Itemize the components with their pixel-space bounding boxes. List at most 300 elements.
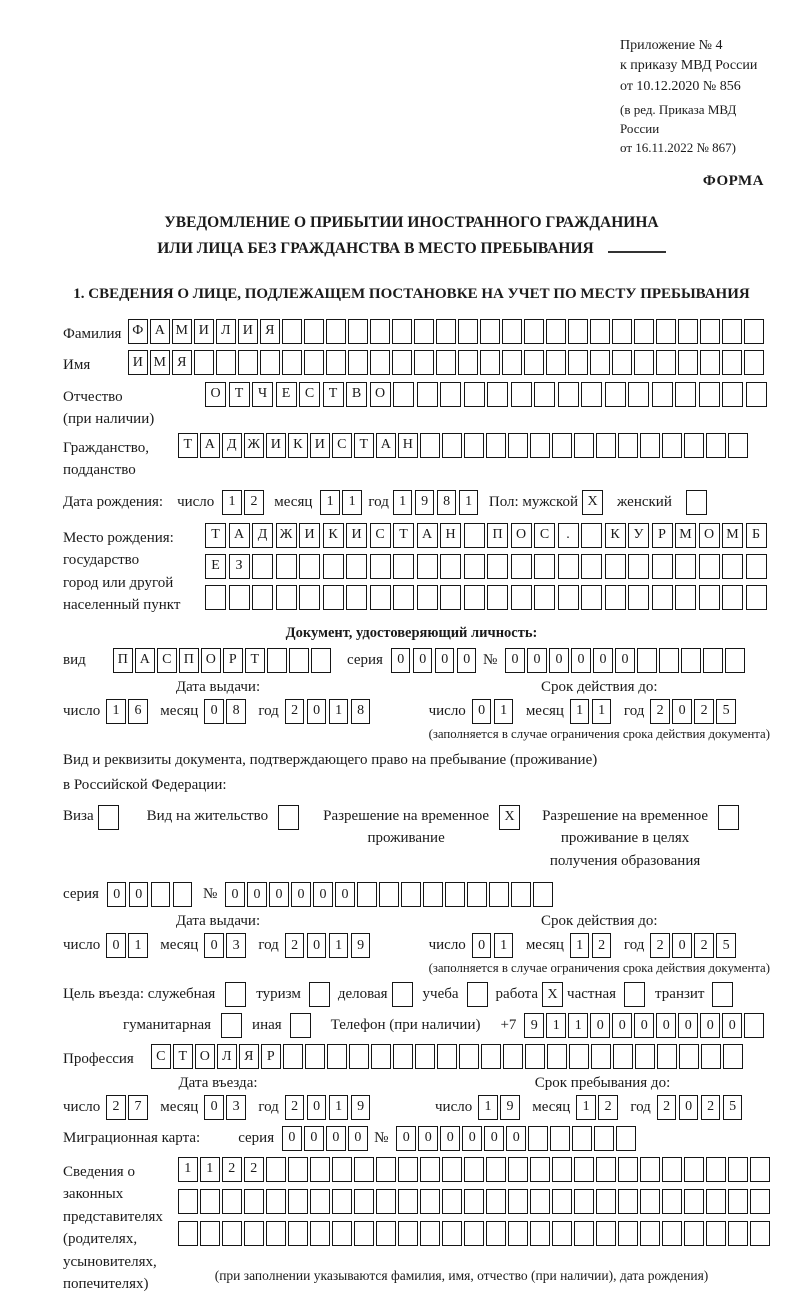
form-cell[interactable] <box>326 350 346 375</box>
form-cell[interactable] <box>459 1044 479 1069</box>
form-cell[interactable]: 0 <box>326 1126 346 1151</box>
form-cell[interactable] <box>744 350 764 375</box>
form-cell[interactable] <box>252 585 273 610</box>
form-cell[interactable] <box>596 1221 616 1246</box>
form-cell[interactable] <box>244 1221 264 1246</box>
form-cell[interactable] <box>379 882 399 907</box>
form-cell[interactable]: 9 <box>524 1013 544 1038</box>
form-cell[interactable] <box>706 1189 726 1214</box>
form-cell[interactable] <box>675 585 696 610</box>
visa-checkbox[interactable] <box>98 805 119 830</box>
form-cell[interactable] <box>299 585 320 610</box>
form-cell[interactable]: Т <box>229 382 250 407</box>
form-cell[interactable] <box>357 882 377 907</box>
form-cell[interactable]: Ж <box>244 433 264 458</box>
form-cell[interactable] <box>393 1044 413 1069</box>
form-cell[interactable]: 0 <box>679 1095 699 1120</box>
form-cell[interactable] <box>618 1189 638 1214</box>
form-cell[interactable]: Т <box>323 382 344 407</box>
form-cell[interactable] <box>628 382 649 407</box>
form-cell[interactable] <box>699 554 720 579</box>
form-cell[interactable] <box>746 382 767 407</box>
form-cell[interactable] <box>511 882 531 907</box>
form-cell[interactable]: С <box>157 648 177 673</box>
form-cell[interactable]: 2 <box>694 933 714 958</box>
form-cell[interactable]: П <box>487 523 508 548</box>
form-cell[interactable]: 0 <box>106 933 126 958</box>
form-cell[interactable] <box>354 1157 374 1182</box>
form-cell[interactable] <box>436 319 456 344</box>
form-cell[interactable]: С <box>299 382 320 407</box>
form-cell[interactable] <box>392 350 412 375</box>
form-cell[interactable] <box>552 1157 572 1182</box>
form-cell[interactable] <box>722 350 742 375</box>
form-cell[interactable] <box>332 1157 352 1182</box>
form-cell[interactable]: О <box>699 523 720 548</box>
form-cell[interactable] <box>569 1044 589 1069</box>
form-cell[interactable] <box>282 350 302 375</box>
form-cell[interactable]: 2 <box>694 699 714 724</box>
form-cell[interactable] <box>581 382 602 407</box>
form-cell[interactable] <box>222 1189 242 1214</box>
form-cell[interactable] <box>480 350 500 375</box>
form-cell[interactable] <box>502 319 522 344</box>
form-cell[interactable]: Т <box>393 523 414 548</box>
form-cell[interactable]: 0 <box>204 933 224 958</box>
form-cell[interactable]: Т <box>205 523 226 548</box>
form-cell[interactable] <box>590 350 610 375</box>
form-cell[interactable] <box>684 433 704 458</box>
form-cell[interactable] <box>581 585 602 610</box>
form-cell[interactable]: 1 <box>393 490 413 515</box>
form-cell[interactable] <box>552 1189 572 1214</box>
form-cell[interactable] <box>746 585 767 610</box>
form-cell[interactable] <box>596 1157 616 1182</box>
form-cell[interactable]: 0 <box>307 699 327 724</box>
form-cell[interactable]: 1 <box>178 1157 198 1182</box>
form-cell[interactable] <box>684 1157 704 1182</box>
form-cell[interactable] <box>700 350 720 375</box>
purpose-work-checkbox[interactable]: X <box>542 982 563 1007</box>
purpose-business-checkbox[interactable] <box>392 982 413 1007</box>
form-cell[interactable] <box>744 1013 764 1038</box>
form-cell[interactable] <box>346 554 367 579</box>
form-cell[interactable] <box>464 523 485 548</box>
form-cell[interactable] <box>530 1157 550 1182</box>
form-cell[interactable] <box>550 1126 570 1151</box>
form-cell[interactable]: 1 <box>329 1095 349 1120</box>
form-cell[interactable] <box>371 1044 391 1069</box>
form-cell[interactable]: 0 <box>225 882 245 907</box>
form-cell[interactable] <box>725 648 745 673</box>
form-cell[interactable] <box>393 382 414 407</box>
form-cell[interactable]: 0 <box>505 648 525 673</box>
form-cell[interactable] <box>346 585 367 610</box>
form-cell[interactable]: 0 <box>435 648 455 673</box>
form-cell[interactable] <box>662 1221 682 1246</box>
form-cell[interactable] <box>487 585 508 610</box>
form-cell[interactable] <box>487 554 508 579</box>
form-cell[interactable] <box>311 648 331 673</box>
form-cell[interactable]: И <box>238 319 258 344</box>
form-cell[interactable] <box>216 350 236 375</box>
form-cell[interactable] <box>489 882 509 907</box>
form-cell[interactable]: С <box>534 523 555 548</box>
form-cell[interactable] <box>276 585 297 610</box>
form-cell[interactable]: 1 <box>320 490 340 515</box>
form-cell[interactable]: 1 <box>106 699 126 724</box>
form-cell[interactable] <box>304 319 324 344</box>
form-cell[interactable]: 2 <box>701 1095 721 1120</box>
form-cell[interactable] <box>323 554 344 579</box>
form-cell[interactable] <box>750 1189 770 1214</box>
form-cell[interactable]: 2 <box>592 933 612 958</box>
sex-male-checkbox[interactable]: X <box>582 490 603 515</box>
form-cell[interactable]: 2 <box>285 933 305 958</box>
form-cell[interactable] <box>534 554 555 579</box>
form-cell[interactable] <box>370 585 391 610</box>
form-cell[interactable]: Ч <box>252 382 273 407</box>
form-cell[interactable]: И <box>346 523 367 548</box>
form-cell[interactable] <box>238 350 258 375</box>
form-cell[interactable] <box>728 1157 748 1182</box>
form-cell[interactable]: 1 <box>494 699 514 724</box>
form-cell[interactable] <box>511 554 532 579</box>
form-cell[interactable]: Р <box>652 523 673 548</box>
form-cell[interactable]: К <box>605 523 626 548</box>
form-cell[interactable] <box>723 1044 743 1069</box>
form-cell[interactable] <box>266 1189 286 1214</box>
form-cell[interactable] <box>420 1189 440 1214</box>
form-cell[interactable] <box>464 1157 484 1182</box>
form-cell[interactable] <box>530 1189 550 1214</box>
form-cell[interactable]: П <box>113 648 133 673</box>
form-cell[interactable]: 0 <box>549 648 569 673</box>
form-cell[interactable] <box>640 1157 660 1182</box>
form-cell[interactable]: О <box>205 382 226 407</box>
form-cell[interactable]: 8 <box>226 699 246 724</box>
form-cell[interactable] <box>327 1044 347 1069</box>
form-cell[interactable]: 0 <box>472 699 492 724</box>
form-cell[interactable] <box>420 1157 440 1182</box>
form-cell[interactable] <box>728 1221 748 1246</box>
form-cell[interactable]: У <box>628 523 649 548</box>
form-cell[interactable]: М <box>722 523 743 548</box>
form-cell[interactable] <box>323 585 344 610</box>
form-cell[interactable]: 0 <box>678 1013 698 1038</box>
form-cell[interactable] <box>612 319 632 344</box>
form-cell[interactable] <box>552 433 572 458</box>
form-cell[interactable]: Я <box>260 319 280 344</box>
residence-permit-checkbox[interactable] <box>278 805 299 830</box>
form-cell[interactable]: 2 <box>244 490 264 515</box>
form-cell[interactable] <box>392 319 412 344</box>
form-cell[interactable] <box>640 433 660 458</box>
form-cell[interactable] <box>481 1044 501 1069</box>
form-cell[interactable] <box>525 1044 545 1069</box>
form-cell[interactable] <box>440 554 461 579</box>
form-cell[interactable]: Ф <box>128 319 148 344</box>
form-cell[interactable] <box>283 1044 303 1069</box>
form-cell[interactable] <box>728 433 748 458</box>
form-cell[interactable] <box>282 319 302 344</box>
form-cell[interactable] <box>305 1044 325 1069</box>
form-cell[interactable]: В <box>346 382 367 407</box>
form-cell[interactable]: И <box>128 350 148 375</box>
form-cell[interactable] <box>530 433 550 458</box>
form-cell[interactable] <box>252 554 273 579</box>
form-cell[interactable] <box>376 1189 396 1214</box>
form-cell[interactable] <box>503 1044 523 1069</box>
form-cell[interactable]: А <box>376 433 396 458</box>
form-cell[interactable]: А <box>229 523 250 548</box>
form-cell[interactable] <box>511 585 532 610</box>
form-cell[interactable]: 0 <box>571 648 591 673</box>
form-cell[interactable] <box>288 1221 308 1246</box>
form-cell[interactable]: Н <box>398 433 418 458</box>
form-cell[interactable]: 0 <box>593 648 613 673</box>
form-cell[interactable]: А <box>200 433 220 458</box>
form-cell[interactable]: О <box>195 1044 215 1069</box>
form-cell[interactable] <box>393 585 414 610</box>
form-cell[interactable]: С <box>370 523 391 548</box>
form-cell[interactable] <box>706 433 726 458</box>
form-cell[interactable]: 0 <box>440 1126 460 1151</box>
form-cell[interactable]: 2 <box>650 933 670 958</box>
form-cell[interactable] <box>440 382 461 407</box>
form-cell[interactable]: Р <box>261 1044 281 1069</box>
form-cell[interactable] <box>288 1157 308 1182</box>
form-cell[interactable]: 0 <box>418 1126 438 1151</box>
form-cell[interactable] <box>370 350 390 375</box>
form-cell[interactable] <box>332 1221 352 1246</box>
form-cell[interactable] <box>178 1221 198 1246</box>
form-cell[interactable] <box>572 1126 592 1151</box>
form-cell[interactable] <box>440 585 461 610</box>
form-cell[interactable]: С <box>332 433 352 458</box>
form-cell[interactable]: Н <box>440 523 461 548</box>
form-cell[interactable] <box>722 382 743 407</box>
form-cell[interactable] <box>656 319 676 344</box>
form-cell[interactable]: Д <box>252 523 273 548</box>
form-cell[interactable] <box>596 1189 616 1214</box>
form-cell[interactable]: 9 <box>415 490 435 515</box>
form-cell[interactable] <box>701 1044 721 1069</box>
form-cell[interactable] <box>656 350 676 375</box>
form-cell[interactable] <box>178 1189 198 1214</box>
form-cell[interactable] <box>194 350 214 375</box>
form-cell[interactable] <box>310 1157 330 1182</box>
form-cell[interactable] <box>684 1221 704 1246</box>
form-cell[interactable]: 9 <box>351 1095 371 1120</box>
form-cell[interactable] <box>722 554 743 579</box>
form-cell[interactable]: Т <box>354 433 374 458</box>
form-cell[interactable] <box>445 882 465 907</box>
form-cell[interactable]: Д <box>222 433 242 458</box>
form-cell[interactable] <box>744 319 764 344</box>
form-cell[interactable] <box>267 648 287 673</box>
form-cell[interactable]: 0 <box>391 648 411 673</box>
form-cell[interactable] <box>635 1044 655 1069</box>
form-cell[interactable] <box>534 382 555 407</box>
form-cell[interactable]: 8 <box>351 699 371 724</box>
form-cell[interactable] <box>458 350 478 375</box>
form-cell[interactable]: 9 <box>500 1095 520 1120</box>
form-cell[interactable]: 0 <box>204 1095 224 1120</box>
form-cell[interactable]: 0 <box>656 1013 676 1038</box>
form-cell[interactable]: Е <box>276 382 297 407</box>
form-cell[interactable]: 0 <box>282 1126 302 1151</box>
form-cell[interactable]: 0 <box>269 882 289 907</box>
form-cell[interactable]: Т <box>178 433 198 458</box>
form-cell[interactable]: 0 <box>204 699 224 724</box>
form-cell[interactable]: 1 <box>329 933 349 958</box>
form-cell[interactable]: 6 <box>128 699 148 724</box>
form-cell[interactable] <box>244 1189 264 1214</box>
form-cell[interactable] <box>464 585 485 610</box>
form-cell[interactable] <box>420 1221 440 1246</box>
form-cell[interactable] <box>574 433 594 458</box>
form-cell[interactable] <box>634 319 654 344</box>
form-cell[interactable] <box>173 882 193 907</box>
form-cell[interactable]: 0 <box>615 648 635 673</box>
form-cell[interactable] <box>487 382 508 407</box>
form-cell[interactable] <box>530 1221 550 1246</box>
form-cell[interactable] <box>568 319 588 344</box>
form-cell[interactable] <box>675 382 696 407</box>
form-cell[interactable]: А <box>417 523 438 548</box>
form-cell[interactable]: 0 <box>590 1013 610 1038</box>
purpose-tourism-checkbox[interactable] <box>309 982 330 1007</box>
form-cell[interactable] <box>326 319 346 344</box>
form-cell[interactable] <box>467 882 487 907</box>
form-cell[interactable]: К <box>288 433 308 458</box>
form-cell[interactable] <box>618 1157 638 1182</box>
form-cell[interactable]: 0 <box>307 933 327 958</box>
form-cell[interactable] <box>605 382 626 407</box>
form-cell[interactable] <box>437 1044 457 1069</box>
form-cell[interactable]: 5 <box>716 699 736 724</box>
form-cell[interactable]: 0 <box>506 1126 526 1151</box>
form-cell[interactable] <box>681 648 701 673</box>
form-cell[interactable] <box>398 1189 418 1214</box>
form-cell[interactable] <box>354 1221 374 1246</box>
form-cell[interactable] <box>675 554 696 579</box>
form-cell[interactable] <box>266 1221 286 1246</box>
form-cell[interactable] <box>417 382 438 407</box>
form-cell[interactable] <box>679 1044 699 1069</box>
form-cell[interactable]: С <box>151 1044 171 1069</box>
form-cell[interactable] <box>662 433 682 458</box>
form-cell[interactable] <box>591 1044 611 1069</box>
sex-female-checkbox[interactable] <box>686 490 707 515</box>
form-cell[interactable] <box>464 1221 484 1246</box>
form-cell[interactable]: 0 <box>672 699 692 724</box>
form-cell[interactable]: 0 <box>457 648 477 673</box>
form-cell[interactable] <box>590 319 610 344</box>
form-cell[interactable] <box>684 1189 704 1214</box>
form-cell[interactable]: Ж <box>276 523 297 548</box>
form-cell[interactable]: И <box>310 433 330 458</box>
form-cell[interactable] <box>613 1044 633 1069</box>
form-cell[interactable] <box>534 585 555 610</box>
form-cell[interactable] <box>200 1221 220 1246</box>
form-cell[interactable] <box>398 1221 418 1246</box>
form-cell[interactable]: 7 <box>128 1095 148 1120</box>
form-cell[interactable]: 9 <box>351 933 371 958</box>
form-cell[interactable]: 3 <box>226 1095 246 1120</box>
form-cell[interactable] <box>289 648 309 673</box>
form-cell[interactable]: 1 <box>128 933 148 958</box>
form-cell[interactable] <box>222 1221 242 1246</box>
form-cell[interactable] <box>310 1221 330 1246</box>
form-cell[interactable]: 0 <box>484 1126 504 1151</box>
form-cell[interactable] <box>480 319 500 344</box>
form-cell[interactable] <box>276 554 297 579</box>
form-cell[interactable]: 0 <box>413 648 433 673</box>
form-cell[interactable] <box>574 1221 594 1246</box>
form-cell[interactable] <box>703 648 723 673</box>
form-cell[interactable] <box>533 882 553 907</box>
form-cell[interactable] <box>558 554 579 579</box>
form-cell[interactable] <box>640 1189 660 1214</box>
form-cell[interactable]: 2 <box>285 1095 305 1120</box>
form-cell[interactable] <box>574 1157 594 1182</box>
form-cell[interactable]: Е <box>205 554 226 579</box>
form-cell[interactable]: 1 <box>478 1095 498 1120</box>
form-cell[interactable] <box>750 1157 770 1182</box>
form-cell[interactable]: 0 <box>291 882 311 907</box>
form-cell[interactable] <box>662 1157 682 1182</box>
form-cell[interactable] <box>581 554 602 579</box>
form-cell[interactable] <box>151 882 171 907</box>
form-cell[interactable]: М <box>675 523 696 548</box>
form-cell[interactable]: И <box>194 319 214 344</box>
form-cell[interactable]: И <box>299 523 320 548</box>
form-cell[interactable] <box>581 523 602 548</box>
rvp-checkbox[interactable]: X <box>499 805 520 830</box>
form-cell[interactable] <box>502 350 522 375</box>
form-cell[interactable] <box>417 585 438 610</box>
form-cell[interactable] <box>486 433 506 458</box>
form-cell[interactable]: 1 <box>592 699 612 724</box>
form-cell[interactable] <box>511 382 532 407</box>
form-cell[interactable] <box>414 350 434 375</box>
form-cell[interactable] <box>662 1189 682 1214</box>
rvp-edu-checkbox[interactable] <box>718 805 739 830</box>
form-cell[interactable]: 2 <box>106 1095 126 1120</box>
form-cell[interactable]: 2 <box>222 1157 242 1182</box>
form-cell[interactable]: 1 <box>342 490 362 515</box>
form-cell[interactable]: О <box>201 648 221 673</box>
form-cell[interactable] <box>628 585 649 610</box>
form-cell[interactable] <box>699 382 720 407</box>
form-cell[interactable]: 0 <box>672 933 692 958</box>
form-cell[interactable] <box>266 1157 286 1182</box>
form-cell[interactable]: 1 <box>570 699 590 724</box>
form-cell[interactable]: 2 <box>244 1157 264 1182</box>
form-cell[interactable] <box>528 1126 548 1151</box>
form-cell[interactable] <box>376 1221 396 1246</box>
form-cell[interactable] <box>652 554 673 579</box>
form-cell[interactable] <box>547 1044 567 1069</box>
form-cell[interactable] <box>546 350 566 375</box>
form-cell[interactable]: 0 <box>129 882 149 907</box>
form-cell[interactable] <box>508 1157 528 1182</box>
form-cell[interactable] <box>423 882 443 907</box>
form-cell[interactable] <box>417 554 438 579</box>
form-cell[interactable] <box>596 433 616 458</box>
